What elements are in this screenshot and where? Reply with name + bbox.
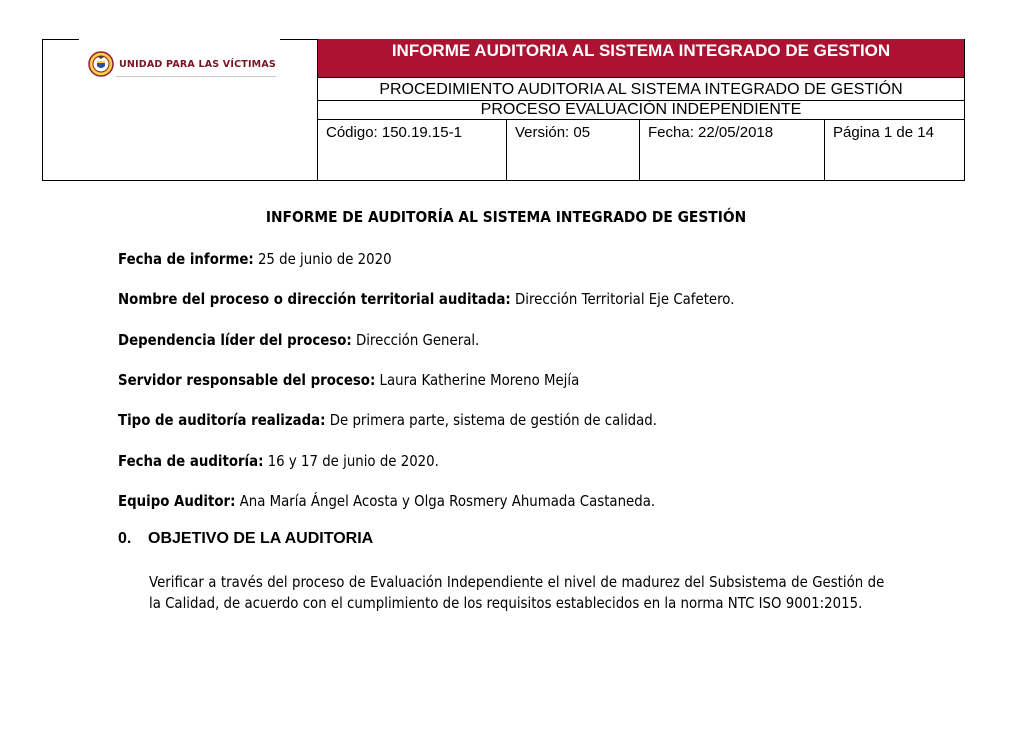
field-value: Dirección Territorial Eje Cafetero. bbox=[510, 290, 735, 308]
field-lead-dependency bbox=[118, 331, 479, 349]
section-number: 0. bbox=[118, 530, 132, 547]
process-row: PROCESO EVALUACIÒN INDEPENDIENTE bbox=[480, 101, 802, 118]
field-responsible bbox=[118, 371, 579, 389]
logo bbox=[88, 51, 276, 77]
field-value: De primera parte, sistema de gestión de calidad. bbox=[325, 411, 658, 429]
page-cell: Página 1 de 14 bbox=[824, 120, 964, 181]
field-audit-type bbox=[118, 411, 657, 429]
field-value: Dirección General. bbox=[351, 331, 480, 349]
field-label: Fecha de informe: bbox=[118, 250, 254, 268]
report-title-bar: INFORME AUDITORIA AL SISTEMA INTEGRADO DE GESTION bbox=[318, 39, 964, 77]
coat-of-arms-icon bbox=[88, 51, 114, 77]
section-title: OBJETIVO DE LA AUDITORIA bbox=[148, 530, 374, 547]
logo-text: UNIDAD PARA LAS VÍCTIMAS bbox=[119, 58, 276, 70]
field-report-date bbox=[118, 250, 392, 268]
date-cell: Fecha: 22/05/2018 bbox=[639, 120, 824, 181]
procedure-row: PROCEDIMIENTO AUDITORIA AL SISTEMA INTEGRADO DE GESTIÓN bbox=[318, 77, 964, 101]
section-heading bbox=[118, 530, 373, 548]
field-label: Tipo de auditoría realizada: bbox=[118, 411, 326, 429]
logo-cell bbox=[42, 39, 318, 181]
field-label: Equipo Auditor: bbox=[118, 492, 236, 510]
field-audit-date bbox=[118, 452, 439, 470]
field-process-name bbox=[118, 290, 734, 308]
field-label: Nombre del proceso o dirección territorial auditada: bbox=[118, 290, 511, 308]
objective-paragraph bbox=[149, 572, 884, 614]
field-value: Ana María Ángel Acosta y Olga Rosmery Ahumada Castaneda. bbox=[235, 492, 656, 510]
objective-text: Verificar a través del proceso de Evaluación Independiente el nivel de madurez del Subsistema de Gestión de la Calidad, de acuerdo con el cumplimiento de los requisitos establecidos en la norma NTC ISO 9001:2015. bbox=[149, 573, 885, 612]
header-table bbox=[317, 39, 965, 181]
field-value: Laura Katherine Moreno Mejía bbox=[375, 371, 580, 389]
field-label: Servidor responsable del proceso: bbox=[118, 371, 376, 389]
document-title: INFORME DE AUDITORÍA AL SISTEMA INTEGRADO DE GESTIÓN bbox=[265, 208, 747, 226]
field-label: Fecha de auditoría: bbox=[118, 452, 264, 470]
field-value: 16 y 17 de junio de 2020. bbox=[263, 452, 439, 470]
version-cell: Versión: 05 bbox=[506, 120, 639, 181]
meta-row bbox=[318, 119, 964, 181]
code-cell: Código: 150.19.15-1 bbox=[326, 124, 462, 141]
field-audit-team bbox=[118, 492, 655, 510]
field-label: Dependencia líder del proceso: bbox=[118, 331, 352, 349]
document-header bbox=[42, 39, 963, 181]
field-value: 25 de junio de 2020 bbox=[253, 250, 392, 268]
